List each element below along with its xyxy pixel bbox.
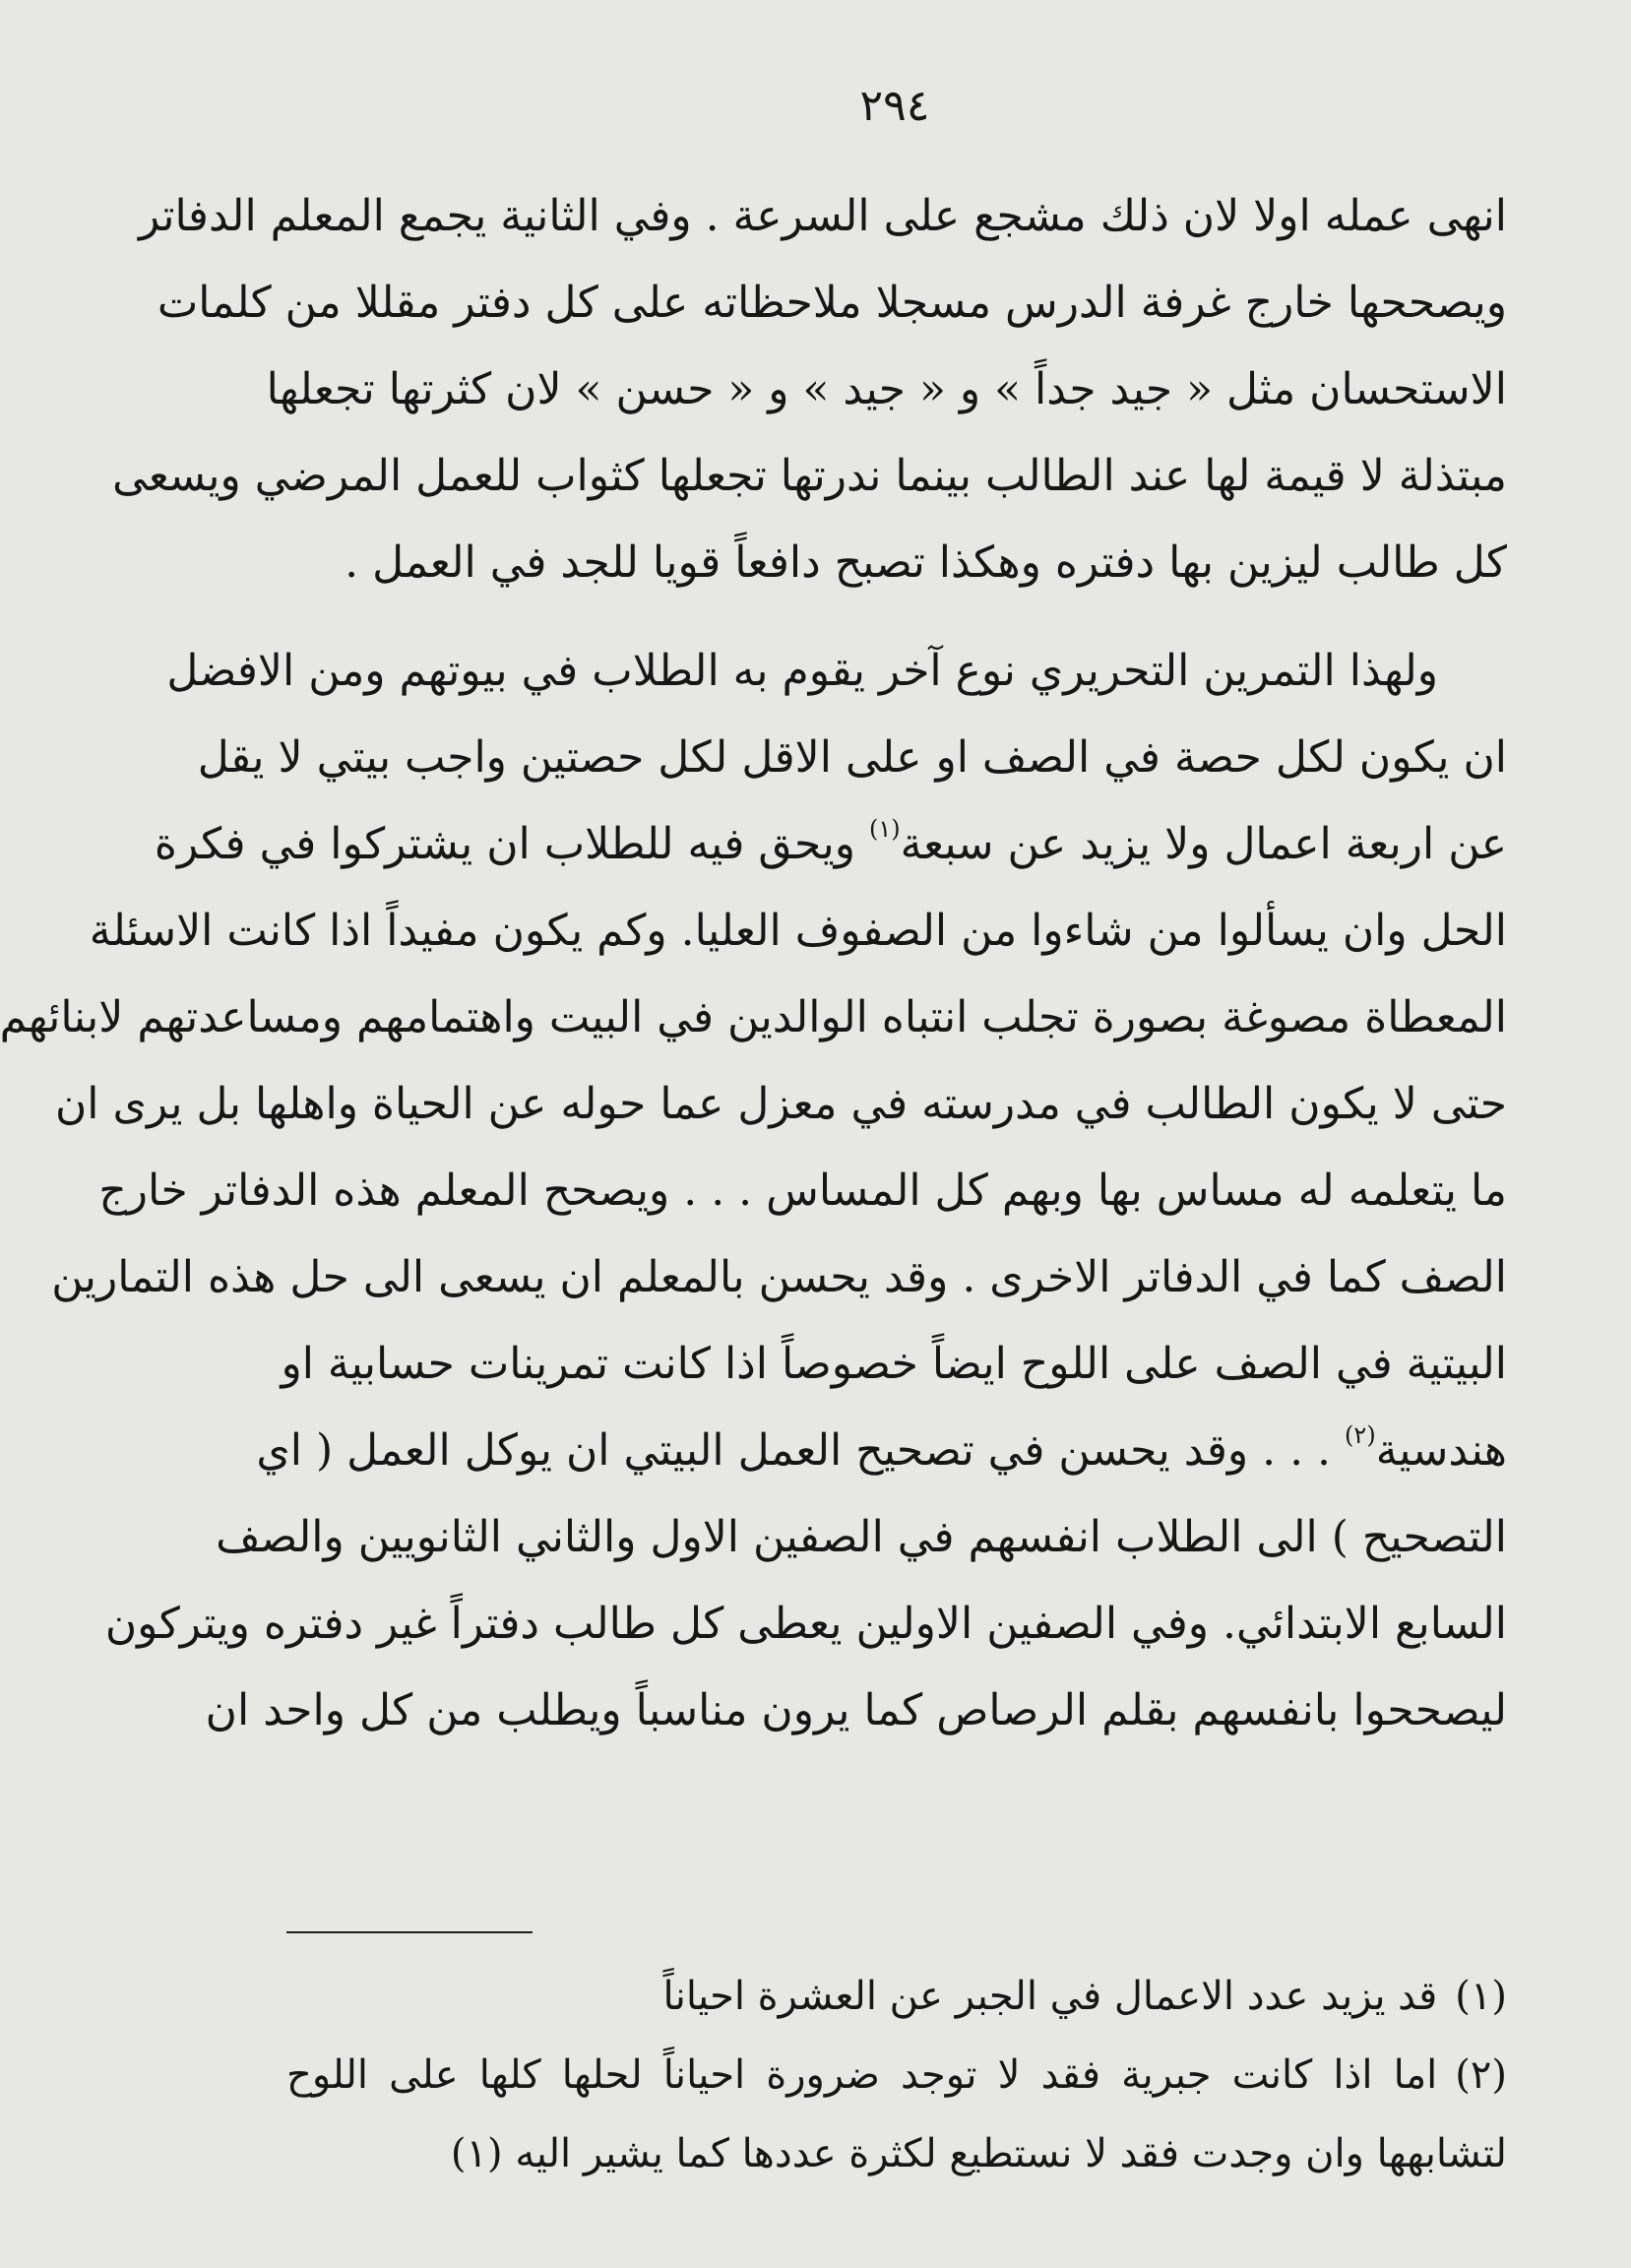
page-number: ٢٩٤: [859, 81, 930, 131]
text-line: حتى لا يكون الطالب في مدرسته في معزل عما حوله عن الحياة واهلها بل يرى ان: [54, 1079, 1507, 1129]
text-line: الاستحسان مثل « جيد جداً » و « جيد » و « حسن » لان كثرتها تجعلها: [266, 364, 1507, 414]
text-segment: ويحق فيه للطلاب ان يشتركوا في فكرة: [154, 819, 855, 869]
footnote-mark: (١): [1455, 1974, 1507, 2019]
text-line: كل طالب ليزين بها دفتره وهكذا تصبح دافعاً قويا للجد في العمل .: [345, 537, 1507, 588]
text-line: التصحيح ) الى الطلاب انفسهم في الصفين الاول والثاني الثانويين والصف: [216, 1512, 1507, 1562]
footnote-text: اما اذا كانت جبرية فقد لا توجد ضرورة احياناً لحلها كلها على اللوح: [286, 2052, 1438, 2098]
footnote-2-continued: لتشابهها وان وجدت فقد لا نستطيع لكثرة عددها كما يشير اليه (١): [450, 2131, 1507, 2176]
text-line: مبتذلة لا قيمة لها عند الطالب بينما ندرتها تجعلها كثواب للعمل المرضي ويسعى: [112, 451, 1507, 501]
text-line: ولهذا التمرين التحريري نوع آخر يقوم به الطلاب في بيوتهم ومن الافضل: [166, 646, 1438, 696]
text-segment: . . . وقد يحسن في تصحيح العمل البيتي ان يوكل العمل ( اي: [256, 1425, 1332, 1476]
text-line: المعطاة مصوغة بصورة تجلب انتباه الوالدين في البيت واهتمامهم ومساعدتهم لابنائهم: [0, 992, 1507, 1042]
footnote-2: [286, 2038, 1507, 2112]
text-line: البيتية في الصف على اللوح ايضاً خصوصاً اذا كانت تمرينات حسابية او: [281, 1339, 1507, 1389]
text-line: ويصححها خارج غرفة الدرس مسجلا ملاحظاته على كل دفتر مقللا من كلمات: [157, 278, 1507, 328]
text-line: انهى عمله اولا لان ذلك مشجع على السرعة . وفي الثانية يجمع المعلم الدفاتر: [139, 191, 1507, 241]
text-line-with-note: [154, 801, 1507, 888]
text-line: ليصححوا بانفسهم بقلم الرصاص كما يرون مناسباً ويطلب من كل واحد ان: [205, 1685, 1507, 1735]
footnote-reference: (٢): [1345, 1421, 1376, 1449]
footnote-mark: (٢): [1455, 2052, 1507, 2098]
text-segment: هندسية: [1375, 1425, 1507, 1476]
text-line-with-note: [256, 1408, 1507, 1494]
footnote-separator: [286, 1931, 533, 1933]
text-line: ما يتعلمه له مساس بها وبهم كل المساس . . . ويصحح المعلم هذه الدفاتر خارج: [98, 1166, 1507, 1216]
text-line: الصف كما في الدفاتر الاخرى . وقد يحسن بالمعلم ان يسعى الى حل هذه التمارين: [51, 1252, 1507, 1302]
footnote-text: قد يزيد عدد الاعمال في الجبر عن العشرة احياناً: [662, 1974, 1438, 2019]
text-line: الحل وان يسألوا من شاءوا من الصفوف العليا. وكم يكون مفيداً اذا كانت الاسئلة: [89, 906, 1507, 956]
footnote-reference: (١): [868, 815, 901, 843]
text-line: ان يكون لكل حصة في الصف او على الاقل لكل حصتين واجب بيتي لا يقل: [197, 732, 1507, 783]
text-line: السابع الابتدائي. وفي الصفين الاولين يعطى كل طالب دفتراً غير دفتره ويتركون: [104, 1599, 1507, 1649]
text-segment: عن اربعة اعمال ولا يزيد عن سبعة: [900, 819, 1507, 869]
footnote-1: [286, 1959, 1507, 2034]
